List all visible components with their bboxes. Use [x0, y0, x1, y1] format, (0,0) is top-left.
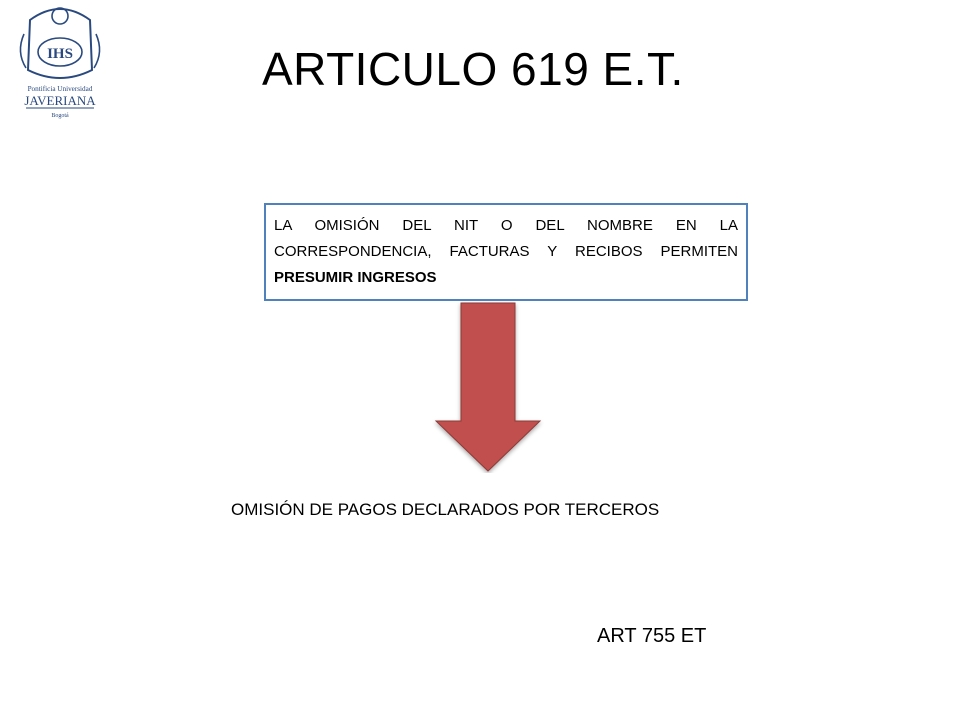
down-arrow-icon — [432, 301, 544, 473]
university-logo — [12, 0, 108, 122]
statement-box — [264, 203, 748, 301]
logo-line2: JAVERIANA — [24, 93, 96, 108]
logo-line3: Bogotá — [51, 113, 69, 119]
article-reference: ART 755 ET — [597, 625, 707, 647]
result-text: OMISIÓN DE PAGOS DECLARADOS POR TERCEROS — [231, 500, 660, 519]
statement-emphasis: PRESUMIR INGRESOS — [274, 269, 437, 286]
statement-text: LA OMISIÓN DEL NIT O DEL NOMBRE EN LA CORRESPONDENCIA, FACTURAS Y RECIBOS PERMITEN — [274, 217, 738, 260]
logo-monogram: IHS — [47, 46, 73, 62]
logo-line1: Pontificia Universidad — [27, 85, 93, 93]
slide-title: ARTICULO 619 E.T. — [262, 43, 684, 95]
